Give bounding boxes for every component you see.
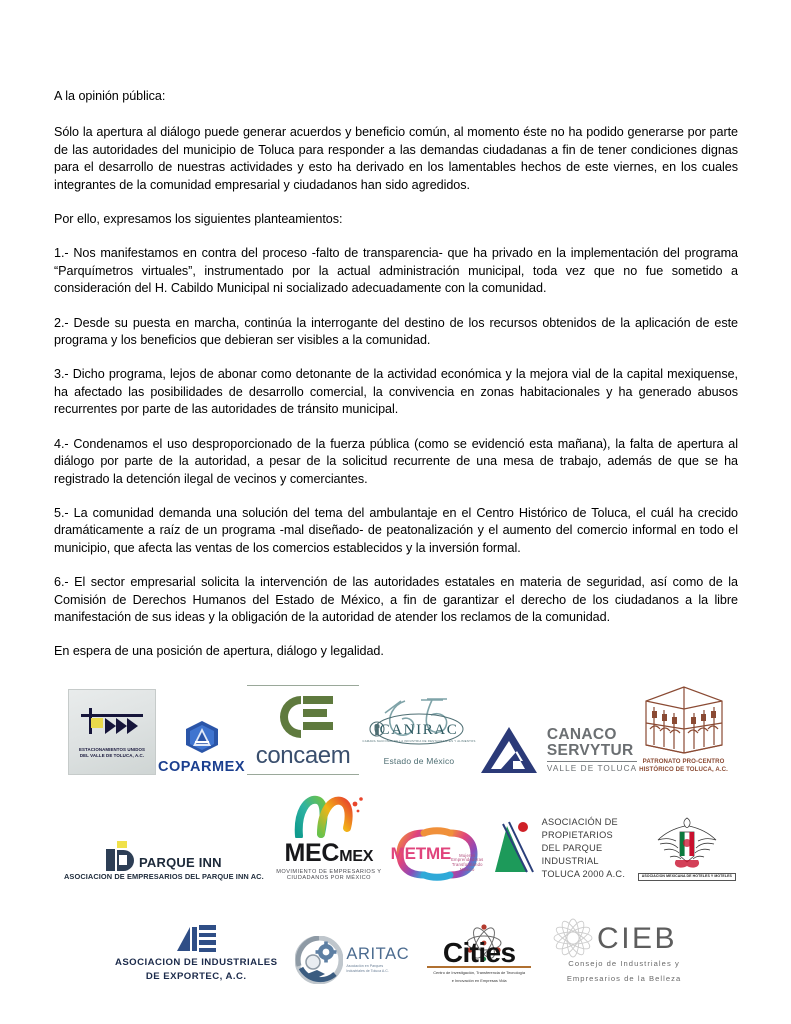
estacionamientos-logo-icon	[68, 689, 156, 775]
logo-row-3	[46, 889, 746, 984]
logo-row-2	[46, 781, 746, 881]
cieb-caption-1: Consejo de Industriales y	[568, 959, 680, 969]
paragraph-lead-in: Por ello, expresamos los siguientes planteamientos:	[54, 212, 343, 227]
aritac-caption-2: Industriales de Toluca A.C.	[346, 969, 389, 974]
mecmex-swoosh-icon	[291, 794, 367, 838]
cieb-caption-2: Empresarios de la Belleza	[566, 973, 682, 983]
salutation: A la opinión pública:	[54, 89, 166, 103]
cities-wordmark: Cities	[442, 936, 516, 968]
logo-estacionamientos-unidos	[68, 689, 156, 775]
paragraph-point-3: 3.- Dicho programa, lejos de abonar como detonante de la actividad económica y la mejora vial de la capital mexiquense, ha afectado las posibilidades de desarrollo comercial, la convivencia en zonas habitacionales y ha generado abusos recurrentes por parte de las autoridades de tránsito municipal.	[54, 367, 738, 417]
coparmex-hexagon-icon	[182, 719, 222, 755]
aie-monogram-icon	[177, 925, 216, 952]
concaem-wordmark: concaem	[255, 742, 351, 770]
paragraph-point-6: 6.- El sector empresarial solicita la intervención de las autoridades estatales en materia de seguridad, así como de la Comisión de Derechos Humanos del Estado de México, a fin de garantizar el derecho de los ciudadanos a la libre manifestación de sus ideas y la obligación de la autoridad de atender los reclamos de la comunidad.	[54, 575, 738, 624]
paragraph-point-2: 2.- Desde su puesta en marcha, continúa la interrogante del destino de los recursos obtenidos de la aplicación de este programa y los beneficios que debieran ser visibles a la comunidad.	[54, 315, 738, 348]
parque-industrial-line-5: TOLUCA 2000 A.C.	[541, 868, 626, 879]
canaco-triangle-icon	[479, 725, 539, 775]
concaem-rule-bottom	[247, 774, 359, 775]
parque-industrial-line-3: DEL PARQUE	[541, 842, 603, 853]
aie-caption-2: DE EXPORTEC, A.C.	[145, 971, 247, 983]
cieb-wordmark: CIEB	[597, 921, 678, 955]
canirac-subtitle: Estado de México	[383, 756, 455, 766]
logo-aie-exportec	[115, 925, 278, 984]
metme-wordmark: METME	[390, 844, 452, 864]
aie-caption-1: ASOCIACION DE INDUSTRIALES	[114, 957, 278, 969]
aritac-gear-handshake-icon	[295, 936, 343, 984]
parque-inn-caption: ASOCIACION DE EMPRESARIOS DEL PARQUE INN AC.	[64, 871, 264, 881]
logo-parque-inn	[64, 841, 264, 881]
concaem-rule-top	[247, 685, 359, 686]
logo-aritac	[295, 936, 409, 984]
parque-industrial-line-1: ASOCIACIÓN DE	[541, 816, 618, 827]
canaco-line-1: CANACO	[546, 725, 617, 743]
paragraph-intro: Sólo la apertura al diálogo puede generar acuerdos y beneficio común, al momento éste no ha podido generarse por parte de las autoridades del municipio de Toluca para responder a las demandas ciudadanas a fin de tener condiciones dignas para el desarrollo de nuestras actividades y esto ha derivado en los lamentables hechos de este viernes, en los cuales integrantes de la comunidad empresarial y ciudadanos han sido agredidos.	[54, 125, 738, 192]
mecmex-caption-2: CIUDADANOS POR MÉXICO	[286, 874, 371, 881]
canaco-rule	[547, 761, 637, 762]
parque-industrial-triangle-icon	[493, 818, 535, 878]
canaco-line-3: VALLE DE TOLUCA	[546, 763, 638, 773]
canaco-line-2: SERVYTUR	[546, 741, 634, 759]
logo-cieb	[549, 922, 699, 984]
logo-concaem	[247, 685, 359, 775]
coparmex-wordmark: COPARMEX	[157, 758, 246, 775]
logo-asociacion-mexicana-hoteles	[638, 816, 736, 881]
mecmex-caption-1: MOVIMIENTO DE EMPRESARIOS Y	[276, 868, 382, 875]
parque-industrial-line-4: INDUSTRIAL	[541, 855, 599, 866]
svg-text:CAMARA NACIONAL DE LA INDUSTRI: CAMARA NACIONAL DE LA INDUSTRIA DE RESTAURANTES Y ALIMENTOS	[362, 739, 476, 743]
logo-canirac	[361, 691, 477, 775]
patronato-building-icon	[640, 683, 728, 755]
closing-line: En espera de una posición de apertura, diálogo y legalidad.	[54, 644, 384, 659]
estacionamientos-caption-1: ESTACIONAMIENTOS UNIDOS	[78, 746, 146, 752]
paragraph-point-1: 1.- Nos manifestamos en contra del proceso -falto de transparencia- que ha privado en la implementación del programa “Parquímetros virtuales”, instrumentado por la actual administración municipal, toda vez que no fue sometido a consideración del H. Cabildo Municipal ni socializado adecuadamente con la comunidad.	[54, 246, 738, 296]
logo-patronato-pro-centro	[639, 683, 728, 775]
aritac-caption-1: Asociación en Parques	[346, 963, 384, 968]
svg-text:CANIRAC: CANIRAC	[379, 722, 459, 738]
letter-body	[54, 88, 738, 661]
paragraph-point-5: 5.- La comunidad demanda una solución del tema del ambulantaje en el Centro Histórico de Toluca, el cuál ha crecido dramáticamente a raíz de un programa -mal diseñado- de peatonalización y el aumento del comercio informal en todo el municipio, que afecta las ventas de los comercios establecidos y la inversión formal.	[54, 505, 738, 555]
mecmex-wordmark-main: MEC	[284, 838, 340, 867]
eagle-shield-icon	[650, 816, 724, 872]
parque-industrial-line-2: PROPIETARIOS	[541, 829, 613, 840]
metme-caption: Mujeres Emprendedoras Transformando México	[451, 852, 484, 872]
signatory-logos	[46, 655, 746, 984]
logo-metme	[390, 827, 484, 881]
logo-cities	[427, 937, 531, 984]
logo-row-1	[46, 655, 746, 775]
cities-caption-2: e Innovación en Empresas Vida	[451, 977, 507, 983]
logo-mecmex	[276, 794, 381, 882]
mecmex-wordmark-sub: MEX	[339, 847, 374, 865]
cities-caption-1: Centro de Investigación, Transferencia de Tecnología	[433, 969, 526, 975]
estacionamientos-caption-2: DEL VALLE DE TOLUCA, A.C.	[79, 752, 145, 758]
logo-canaco-servytur	[479, 725, 637, 775]
logo-parque-industrial-toluca-2000	[493, 816, 626, 881]
parque-inn-wordmark: PARQUE INN	[139, 855, 222, 871]
patronato-caption-2: HISTÓRICO DE TOLUCA, A.C.	[639, 766, 728, 774]
paragraph-point-4: 4.- Condenamos el uso desproporcionado de la fuerza pública (como se evidenció esta mañana), la falta de apertura al diálogo por parte de la autoridad, a pesar de la solicitud recurrente de una mesa de trabajo, además de que se ha registrado la detención ilegal de vecinos y comerciantes.	[54, 436, 738, 486]
concaem-c-icon	[267, 692, 339, 742]
patronato-caption-1: PATRONATO PRO-CENTRO	[642, 757, 725, 765]
parque-inn-icon	[106, 841, 136, 871]
logo-coparmex	[158, 719, 245, 775]
asociacion-hoteles-caption: ASOCIACION MEXICANA DE HOTELES Y MOTELES	[638, 873, 736, 881]
canirac-65-icon	[361, 691, 477, 755]
aritac-wordmark: ARITAC	[346, 945, 410, 964]
